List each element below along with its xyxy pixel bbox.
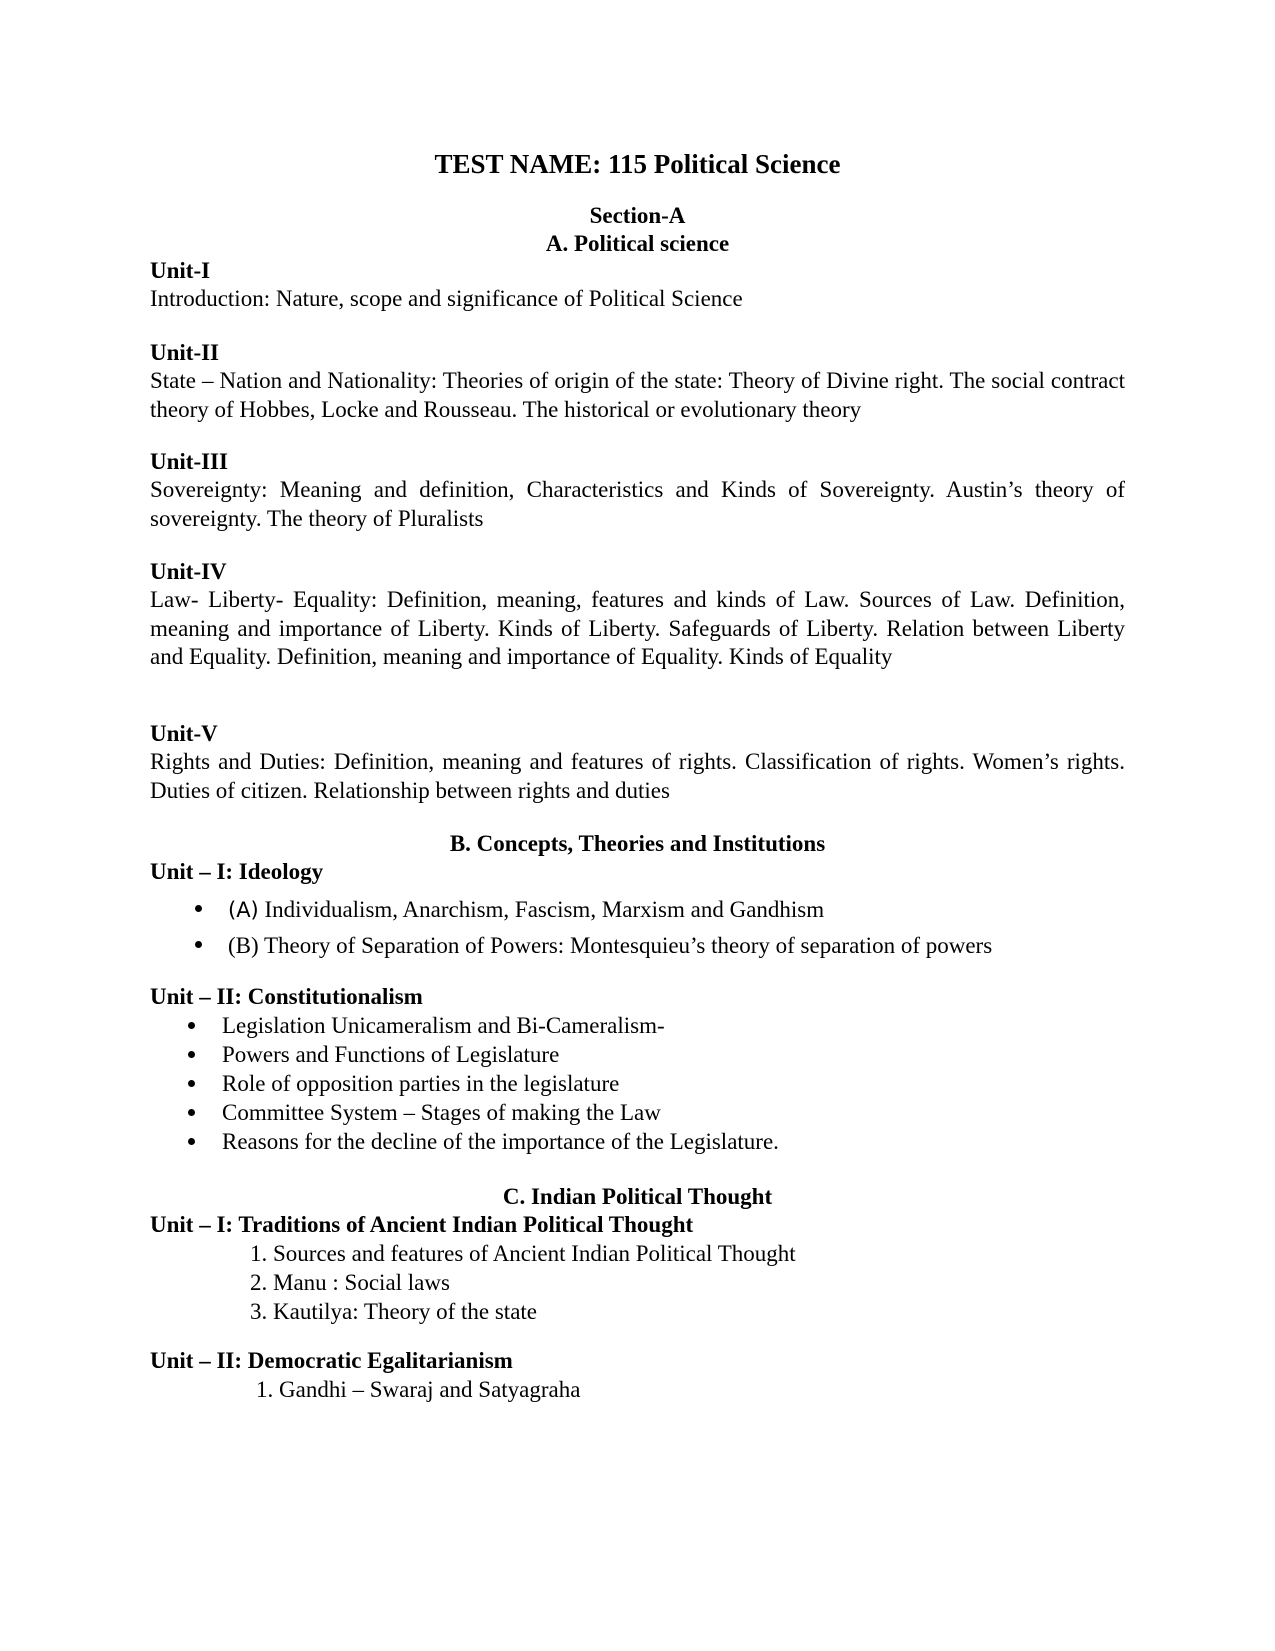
unit-heading: Unit-IV [150, 559, 227, 584]
unit-heading: Unit – I: Traditions of Ancient Indian Political Thought [150, 1212, 694, 1237]
list-item [150, 1098, 1125, 1127]
item-text: Individualism, Anarchism, Fascism, Marxism and Gandhism [258, 897, 825, 922]
unit-heading: Unit – II: Democratic Egalitarianism [150, 1348, 513, 1373]
unit-a1 [150, 257, 1125, 314]
unit-heading: Unit-I [150, 258, 211, 283]
item-text: Reasons for the decline of the importance of the Legislature. [222, 1129, 779, 1154]
list-item: 1. Gandhi – Swaraj and Satyagraha [256, 1377, 581, 1402]
item-prefix: (A) [228, 898, 259, 922]
list-item [150, 892, 1125, 928]
list-item [150, 1011, 1125, 1040]
item-text: (B) Theory of Separation of Powers: Montesquieu’s theory of separation of powers [228, 933, 993, 958]
unit-heading: Unit-III [150, 449, 228, 474]
unit-text: Rights and Duties: Definition, meaning and features of rights. Classification of rights. Women’s rights. Duties of citizen. Relationship between rights and duties [150, 749, 1125, 803]
bullet-icon [195, 941, 202, 948]
bullet-list [150, 1011, 1125, 1156]
list-item [150, 1127, 1125, 1156]
unit-heading: Unit-V [150, 721, 218, 746]
numbered-list [150, 1239, 1125, 1326]
unit-a3 [150, 448, 1125, 533]
section-b-heading: B. Concepts, Theories and Institutions [449, 831, 826, 856]
item-text: Powers and Functions of Legislature [222, 1042, 560, 1067]
list-item [150, 928, 1125, 964]
bullet-list [150, 892, 1125, 964]
bullet-icon [188, 1109, 195, 1116]
list-item: 2. Manu : Social laws [250, 1270, 450, 1295]
numbered-list [150, 1375, 1125, 1404]
item-text: Legislation Unicameralism and Bi-Cameralism- [222, 1013, 665, 1038]
unit-a2 [150, 339, 1125, 424]
unit-heading: Unit-II [150, 340, 220, 365]
item-text: Role of opposition parties in the legislature [222, 1071, 620, 1096]
unit-heading: Unit – I: Ideology [150, 859, 324, 884]
section-a-subheading: A. Political science [545, 231, 730, 256]
bullet-icon [188, 1080, 195, 1087]
section-c-heading: C. Indian Political Thought [502, 1184, 773, 1209]
unit-c2 [150, 1347, 1125, 1404]
bullet-icon [188, 1138, 195, 1145]
unit-a4 [150, 558, 1125, 672]
bullet-icon [188, 1022, 195, 1029]
unit-b2 [150, 983, 1125, 1156]
list-item [150, 1040, 1125, 1069]
item-text: Committee System – Stages of making the Law [222, 1100, 661, 1125]
unit-c1 [150, 1211, 1125, 1326]
unit-text: Sovereignty: Meaning and definition, Characteristics and Kinds of Sovereignty. Austin’s theory of sovereignty. The theory of Pluralists [150, 477, 1125, 531]
list-item [150, 1069, 1125, 1098]
unit-a5 [150, 720, 1125, 805]
bullet-icon [188, 1051, 195, 1058]
page-title: TEST NAME: 115 Political Science [434, 149, 841, 179]
unit-b1 [150, 858, 1125, 964]
list-item: 1. Sources and features of Ancient Indian Political Thought [250, 1241, 796, 1266]
unit-text: State – Nation and Nationality: Theories of origin of the state: Theory of Divine right. The social contract theory of Hobbes, Locke and Rousseau. The historical or evolutionary theory [150, 368, 1125, 422]
unit-text: Introduction: Nature, scope and significance of Political Science [150, 286, 743, 311]
section-a-heading: Section-A [589, 203, 686, 228]
unit-text: Law- Liberty- Equality: Definition, meaning, features and kinds of Law. Sources of Law. Definition, meaning and importance of Liberty. Kinds of Liberty. Safeguards of Liberty. Relation between Liberty and Equality. Definition, meaning and importance of Equality. Kinds of Equality [150, 587, 1125, 669]
list-item: 3. Kautilya: Theory of the state [250, 1299, 537, 1324]
bullet-icon [195, 905, 202, 912]
unit-heading: Unit – II: Constitutionalism [150, 984, 423, 1009]
